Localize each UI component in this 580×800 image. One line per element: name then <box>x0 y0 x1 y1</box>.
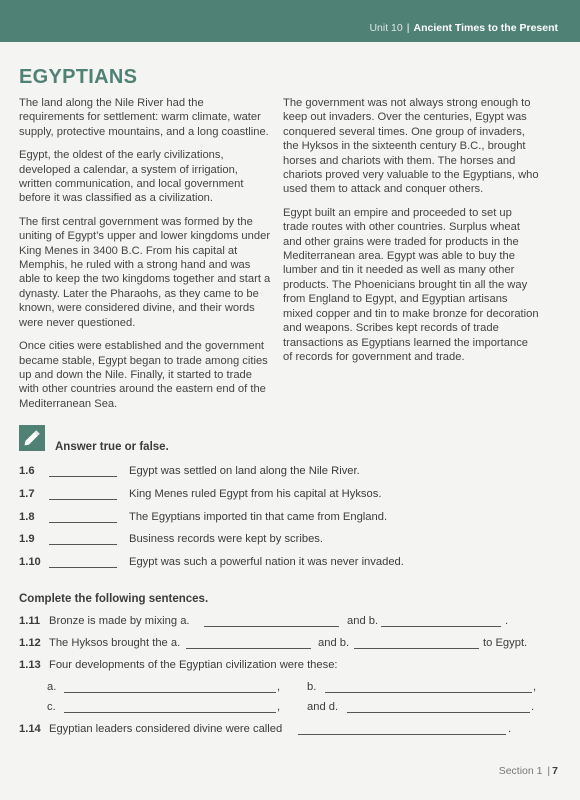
question-text: Egypt was settled on land along the Nile River. <box>129 465 360 477</box>
answer-blank[interactable] <box>325 692 532 693</box>
question-row <box>19 659 559 675</box>
question-text: Bronze is made by mixing a. <box>49 615 190 627</box>
period: . <box>508 723 512 735</box>
question-row <box>19 488 539 504</box>
and-b-label: and b. <box>347 615 379 627</box>
footer-separator: | <box>547 765 551 777</box>
header-band <box>0 0 580 42</box>
answer-blank[interactable] <box>354 648 479 649</box>
comma: , <box>277 701 281 713</box>
question-row <box>19 465 539 481</box>
question-row <box>19 723 559 739</box>
pencil-icon <box>19 425 45 451</box>
header-separator: | <box>406 22 410 34</box>
part-label-d: and d. <box>307 701 339 713</box>
question-number: 1.12 <box>19 637 41 649</box>
question-number: 1.9 <box>19 533 35 545</box>
answer-blank[interactable] <box>49 522 117 523</box>
answer-blank[interactable] <box>204 626 339 627</box>
comma: , <box>533 681 537 693</box>
answer-blank[interactable] <box>49 544 117 545</box>
page-footer <box>499 765 558 777</box>
question-number: 1.14 <box>19 723 41 735</box>
question-row <box>19 615 559 631</box>
question-row <box>19 556 539 572</box>
question-number: 1.7 <box>19 488 35 500</box>
answer-blank[interactable] <box>49 476 117 477</box>
answer-blank[interactable] <box>64 692 276 693</box>
period: . <box>505 615 509 627</box>
unit-title: Ancient Times to the Present <box>413 22 558 34</box>
paragraph: The first central government was formed by the uniting of Egypt’s upper and lower kingdoms under King Menes in 3400 B.C. From his capital at Memphis, he ruled with a strong hand and was able to keep the two kingdoms together and start a dynasty. Later the Pharaohs, as they came to be known, were considered divine, and their words were never questioned. <box>19 215 271 329</box>
question-row <box>19 637 559 653</box>
question-text: The Hyksos brought the a. <box>49 637 181 649</box>
question-row <box>19 533 539 549</box>
question-row <box>19 511 539 527</box>
question-text: The Egyptians imported tin that came from England. <box>129 511 388 523</box>
paragraph: The land along the Nile River had the requirements for settlement: warm climate, water supply, protective mountains, and a long coastline. <box>19 97 269 138</box>
paragraph: Egypt built an empire and proceeded to set up trade routes with other countries. Surplus wheat and other grains were traded for products in the Mediterranean area. Egypt was able to buy the lumber and tin it needed as well as many other products. The Phoenicians brought tin all the way from England to Egypt, and Egyptian artisans mixed copper and tin to make bronze for decoration and weapons. Scribes kept records of trade transactions as Egyptians learned the importance of records for government and trade. <box>283 206 539 363</box>
completion-heading: Complete the following sentences. <box>19 593 209 605</box>
answer-blank[interactable] <box>64 712 276 713</box>
answer-blank[interactable] <box>49 567 117 568</box>
sentence-end: to Egypt. <box>483 637 528 649</box>
comma: , <box>277 681 281 693</box>
answer-blank[interactable] <box>298 734 506 735</box>
page-number: 7 <box>552 765 558 777</box>
answer-blank[interactable] <box>347 712 530 713</box>
and-b-label: and b. <box>318 637 350 649</box>
answer-blank[interactable] <box>381 626 501 627</box>
page-title: EGYPTIANS <box>19 66 138 88</box>
answer-blank[interactable] <box>49 499 117 500</box>
right-column <box>283 96 539 373</box>
section-label: Section 1 <box>498 765 543 777</box>
true-false-heading: Answer true or false. <box>55 441 169 453</box>
question-number: 1.8 <box>19 511 35 523</box>
question-row-part <box>19 701 559 717</box>
question-text: Four developments of the Egyptian civilization were these: <box>49 659 338 671</box>
period: . <box>531 701 535 713</box>
question-number: 1.13 <box>19 659 41 671</box>
question-row-part <box>19 681 559 697</box>
paragraph: The government was not always strong enough to keep out invaders. Over the centuries, Egypt was conquered several times. One group of invaders, the Hyksos in the sixteenth century B.C., brought horses and chariots with them. The horses and chariots proved very valuable to the Egyptians, who used them to attack and conquer others. <box>283 97 539 196</box>
question-text: Business records were kept by scribes. <box>129 533 323 545</box>
question-text: Egyptian leaders considered divine were called <box>49 723 283 735</box>
question-number: 1.6 <box>19 465 35 477</box>
paragraph: Once cities were established and the government became stable, Egypt began to trade among cities up and down the Nile. Finally, it started to trade with other countries around the eastern end of the Mediterranean Sea. <box>19 340 268 410</box>
unit-label: Unit 10 <box>369 22 403 34</box>
paragraph: Egypt, the oldest of the early civilizations, developed a calendar, a system of irrigation, written communication, and local government before it was classified as a civilization. <box>19 149 244 205</box>
answer-blank[interactable] <box>186 648 311 649</box>
part-label-a: a. <box>47 681 57 693</box>
left-column <box>19 96 271 420</box>
running-header <box>369 22 558 34</box>
part-label-c: c. <box>47 701 56 713</box>
question-text: Egypt was such a powerful nation it was never invaded. <box>129 556 404 568</box>
part-label-b: b. <box>307 681 317 693</box>
question-text: King Menes ruled Egypt from his capital at Hyksos. <box>129 488 382 500</box>
question-number: 1.11 <box>19 615 41 627</box>
question-number: 1.10 <box>19 556 41 568</box>
